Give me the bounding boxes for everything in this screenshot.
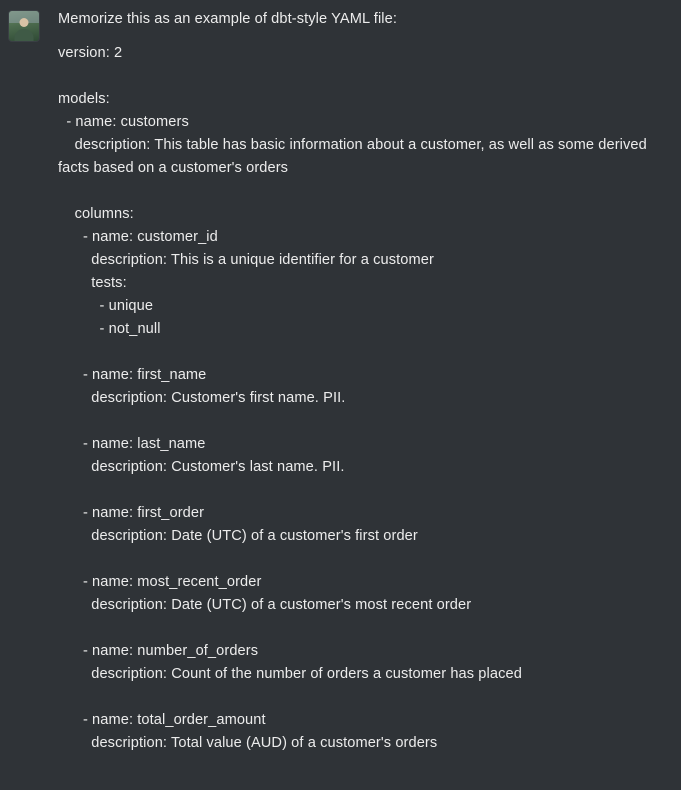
intro-spacer (58, 31, 675, 42)
yaml-line: - name: customer_id (58, 229, 218, 245)
yaml-line: description: Date (UTC) of a customer's first order (58, 528, 418, 544)
yaml-line: - not_null (58, 321, 161, 337)
yaml-blank-line (58, 341, 675, 364)
yaml-line: - name: total_order_amount (58, 712, 266, 728)
yaml-line: description: This is a unique identifier for a customer (58, 252, 434, 268)
message-intro: Memorize this as an example of dbt-style YAML file: (58, 11, 398, 27)
yaml-line: - name: first_order (58, 505, 205, 521)
yaml-line: description: Date (UTC) of a customer's most recent order (58, 597, 472, 613)
yaml-line: description: Total value (AUD) of a customer's orders (58, 735, 438, 751)
yaml-line: models: (58, 91, 110, 107)
yaml-line: - name: most_recent_order (58, 574, 262, 590)
yaml-blank-line (58, 479, 675, 502)
yaml-blank-line (58, 180, 675, 203)
yaml-line: - name: first_name (58, 367, 207, 383)
yaml-line: - name: last_name (58, 436, 206, 452)
yaml-code-block (58, 42, 675, 755)
yaml-line: tests: (58, 275, 127, 291)
yaml-line: version: 2 (58, 45, 123, 61)
yaml-line: - unique (58, 298, 154, 314)
avatar-body (15, 29, 34, 41)
avatar-head (20, 18, 29, 27)
user-avatar (8, 10, 40, 42)
message-text (58, 8, 675, 755)
yaml-blank-line (58, 617, 675, 640)
yaml-blank-line (58, 686, 675, 709)
yaml-line: description: Customer's last name. PII. (58, 459, 345, 475)
yaml-line: description: Count of the number of orders a customer has placed (58, 666, 522, 682)
yaml-blank-line (58, 410, 675, 433)
yaml-line: columns: (58, 206, 134, 222)
yaml-line: description: Customer's first name. PII. (58, 390, 346, 406)
yaml-line: - name: customers (58, 114, 189, 130)
yaml-line: - name: number_of_orders (58, 643, 259, 659)
yaml-line: description: This table has basic information about a customer, as well as some derived facts based on a customer's orders (58, 137, 651, 176)
yaml-blank-line (58, 65, 675, 88)
yaml-blank-line (58, 548, 675, 571)
